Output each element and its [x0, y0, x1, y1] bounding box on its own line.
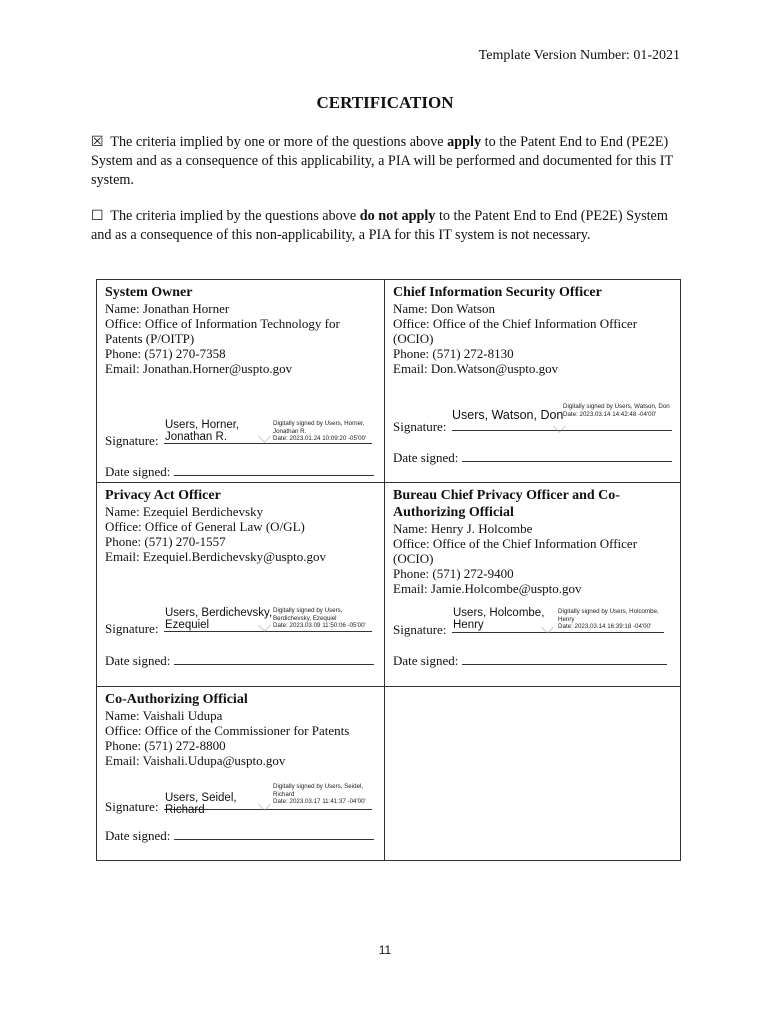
privacy-act-officer-cell [97, 483, 385, 687]
date-line[interactable] [462, 654, 667, 665]
signature-label: Signature: [105, 433, 159, 448]
bureau-name: Name: Henry J. Holcombe [393, 521, 533, 536]
signature-label: Signature: [105, 621, 159, 636]
date-signed: Date signed: [393, 653, 667, 668]
page-title: CERTIFICATION [316, 93, 454, 112]
signer-name: Users, Berdichevsky, Ezequiel [165, 607, 273, 631]
signer-name: Users, Holcombe, Henry [453, 607, 545, 631]
bureau-office: Office: Office of the Chief Information Officer (OCIO) [393, 536, 638, 566]
cell-heading: Privacy Act Officer [105, 488, 221, 503]
coauth-office: Office: Office of the Commissioner for Patents [105, 723, 350, 738]
option-apply-text-after: to the Patent End to End (PE2E) System and as a consequence of this applicability, a PIA will be performed and documented for this IT system. [91, 134, 673, 188]
option-apply [91, 133, 691, 190]
privacy-email: Email: Ezequiel.Berdichevsky@uspto.gov [105, 549, 327, 564]
co-authorizing-official-cell [97, 687, 385, 861]
template-version: Template Version Number: 01-2021 [478, 48, 680, 63]
ciso-phone: Phone: (571) 272-8130 [393, 346, 514, 361]
privacy-office: Office: Office of General Law (O/GL) [105, 519, 305, 534]
privacy-name: Name: Ezequiel Berdichevsky [105, 504, 264, 519]
signer-name: Users, Horner, Jonathan R. [165, 419, 240, 443]
checked-box-icon[interactable]: ☒ [91, 134, 104, 150]
coauth-phone: Phone: (571) 272-8800 [105, 738, 226, 753]
digital-signature-text: Digitally signed by Users, Holcombe, Henry Date: 2023.03.14 16:39:18 -04'00' [558, 608, 659, 630]
unchecked-box-icon[interactable]: ☐ [91, 208, 104, 224]
date-signed: Date signed: [393, 450, 672, 465]
signature-line[interactable] [452, 632, 664, 633]
owner-name: Name: Jonathan Horner [105, 301, 230, 316]
signer-name: Users, Watson, Don [452, 408, 564, 422]
cell-heading: System Owner [105, 285, 193, 300]
digital-signature-text: Digitally signed by Users, Watson, Don Date: 2023.03.14 14:42:48 -04'00' [563, 403, 670, 418]
digital-signature-text: Digitally signed by Users, Horner, Jonathan R. Date: 2023.01.24 10:09:20 -05'00' [273, 420, 367, 442]
empty-cell [385, 687, 681, 861]
cell-heading: Co-Authorizing Official [105, 692, 248, 707]
ciso-name: Name: Don Watson [393, 301, 495, 316]
date-line[interactable] [462, 451, 672, 462]
option-not-apply [91, 207, 691, 245]
option-apply-bold: apply [447, 134, 482, 150]
system-owner-cell [97, 280, 385, 483]
owner-phone: Phone: (571) 270-7358 [105, 346, 226, 361]
date-signed: Date signed: [105, 828, 374, 843]
option-apply-text-before: The criteria implied by one or more of the questions above [110, 134, 448, 150]
digital-signature-text: Digitally signed by Users, Seidel, Richard Date: 2023.03.17 11:41:37 -04'00' [273, 783, 366, 805]
signature-label: Signature: [105, 799, 159, 814]
digital-signature-text: Digitally signed by Users, Berdichevsky, Ezequiel Date: 2023.03.09 11:50:06 -05'00' [273, 607, 366, 629]
option-not-apply-text-before: The criteria implied by the questions above [110, 208, 360, 224]
privacy-phone: Phone: (571) 270-1557 [105, 534, 226, 549]
owner-email: Email: Jonathan.Horner@uspto.gov [105, 361, 293, 376]
signature-line[interactable] [164, 443, 372, 444]
bureau-email: Email: Jamie.Holcombe@uspto.gov [393, 581, 582, 596]
date-line[interactable] [174, 465, 374, 476]
signature-label: Signature: [393, 419, 447, 434]
certification-signature-table [96, 279, 681, 861]
coauth-email: Email: Vaishali.Udupa@uspto.gov [105, 753, 286, 768]
option-not-apply-bold: do not apply [359, 208, 436, 224]
ciso-email: Email: Don.Watson@uspto.gov [393, 361, 559, 376]
coauth-name: Name: Vaishali Udupa [105, 708, 223, 723]
date-signed: Date signed: [105, 464, 374, 479]
cell-heading: Bureau Chief Privacy Officer and Co-Authorizing Official [393, 488, 620, 520]
date-signed: Date signed: [105, 653, 374, 668]
bureau-chief-privacy-cell [385, 483, 681, 687]
ciso-office: Office: Office of the Chief Information Officer (OCIO) [393, 316, 638, 346]
owner-office: Office: Office of Information Technology for Patents (P/OITP) [105, 316, 340, 346]
date-line[interactable] [174, 654, 374, 665]
page-number: 11 [378, 943, 392, 957]
signer-name: Users, Seidel, Richard [165, 792, 237, 816]
signature-line[interactable] [164, 631, 372, 632]
ciso-cell [385, 280, 681, 483]
bureau-phone: Phone: (571) 272-9400 [393, 566, 514, 581]
signature-label: Signature: [393, 622, 447, 637]
cell-heading: Chief Information Security Officer [393, 285, 602, 300]
option-not-apply-text-after: to the Patent End to End (PE2E) System and as a consequence of this non-applicability, a PIA for this IT system is not necessary. [91, 208, 668, 243]
date-line[interactable] [174, 829, 374, 840]
